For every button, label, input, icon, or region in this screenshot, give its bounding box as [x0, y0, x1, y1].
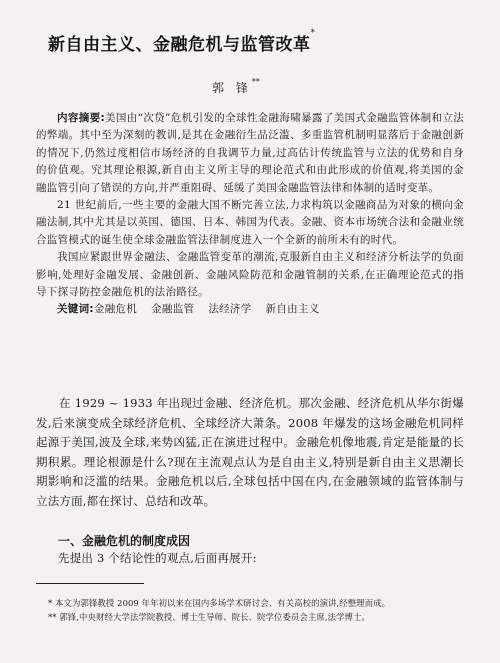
section-intro: 先提出 3 个结论性的观点,后面再展开:: [58, 551, 257, 565]
keyword: 金融监管: [151, 303, 195, 316]
body-text: [36, 394, 464, 512]
author-footnote-mark: **: [251, 77, 260, 86]
author-name: 郭 锋: [212, 81, 252, 95]
footnote-divider: [36, 583, 144, 584]
article-title: [48, 30, 316, 55]
abstract-block: [36, 110, 464, 319]
body-paragraph-1: 在 1929 ~ 1933 年出现过金融、经济危机。那次金融、经济危机从华尔街爆发,后来演变成全球经济危机、全球经济大萧条。2008 年爆发的这场金融危机同样起源于美国,波及全球,来势凶猛,正在演进过程中。金融危机像地震,肯定是能量的长期积累。理论根源是什么?现在主流观点认为是自由主义,特别是新自由主义思潮长期影响和泛滥的结果。金融危机以后,全球包括中国在内,在金融领域的监管体制与立法方面,都在探讨、总结和改革。: [36, 396, 464, 508]
footnotes: [48, 597, 468, 624]
keyword: 法经济学: [208, 303, 252, 316]
abstract-label: 内容摘要:: [57, 112, 105, 124]
title-footnote-mark: *: [310, 28, 316, 38]
footnote-2: ** 郭锋,中央财经大学法学院教授、博士生导师、院长、院学位委员会主席,法学博士。: [48, 611, 370, 622]
abstract-paragraph-2: 21 世纪前后,一些主要的金融大国不断完善立法,力求构筑以金融商品为对象的横向金融法制,其中尤其是以英国、德国、日本、韩国为代表。金融、资本市场统合法和金融业统合监管模式的诞生使全球金融监管法律制度进入一个全新的前所未有的时代。: [36, 199, 464, 246]
abstract-paragraph-1: [36, 110, 464, 197]
section-heading: 一、金融危机的制度成因: [58, 534, 191, 548]
article-title-text: 新自由主义、金融危机与监管改革: [48, 35, 311, 55]
keywords-label: 关键词:: [57, 303, 94, 316]
abstract-paragraph-3: 我国应紧跟世界金融法、金融监管变革的潮流,克服新自由主义和经济分析法学的负面影响,处理好金融发展、金融创新、金融风险防范和金融管制的关系,在正确理论范式的指导下探寻防控金融危机的法治路径。: [36, 251, 464, 299]
author-line: [212, 79, 260, 96]
footnote-1: * 本文为郭锋教授 2009 年年初以来在国内多场学术研讨会、有关高校的演讲,经整理而成。: [48, 598, 391, 608]
abstract-paragraph-1-text: 美国由“次贷”危机引发的全球性金融海啸暴露了美国式金融监管体制和立法的弊端。其中至为深刻的教训,是其在金融衍生品泛滥、多重监管机制明显落后于金融创新的情况下,仍然过度相信市场经济的自我调节力量,过高估计传统监管与立法的优势和自身的价值观。究其理论根源,新自由主义所主导的理论范式和由此形成的价值观,将美国的金融监管引向了错误的方向,并严重阻碍、延缓了美国金融监管法律和体制的适时变革。: [36, 112, 464, 194]
keywords-line: [36, 301, 464, 318]
keyword: 新自由主义: [265, 303, 320, 316]
keyword: 金融危机: [93, 303, 138, 316]
